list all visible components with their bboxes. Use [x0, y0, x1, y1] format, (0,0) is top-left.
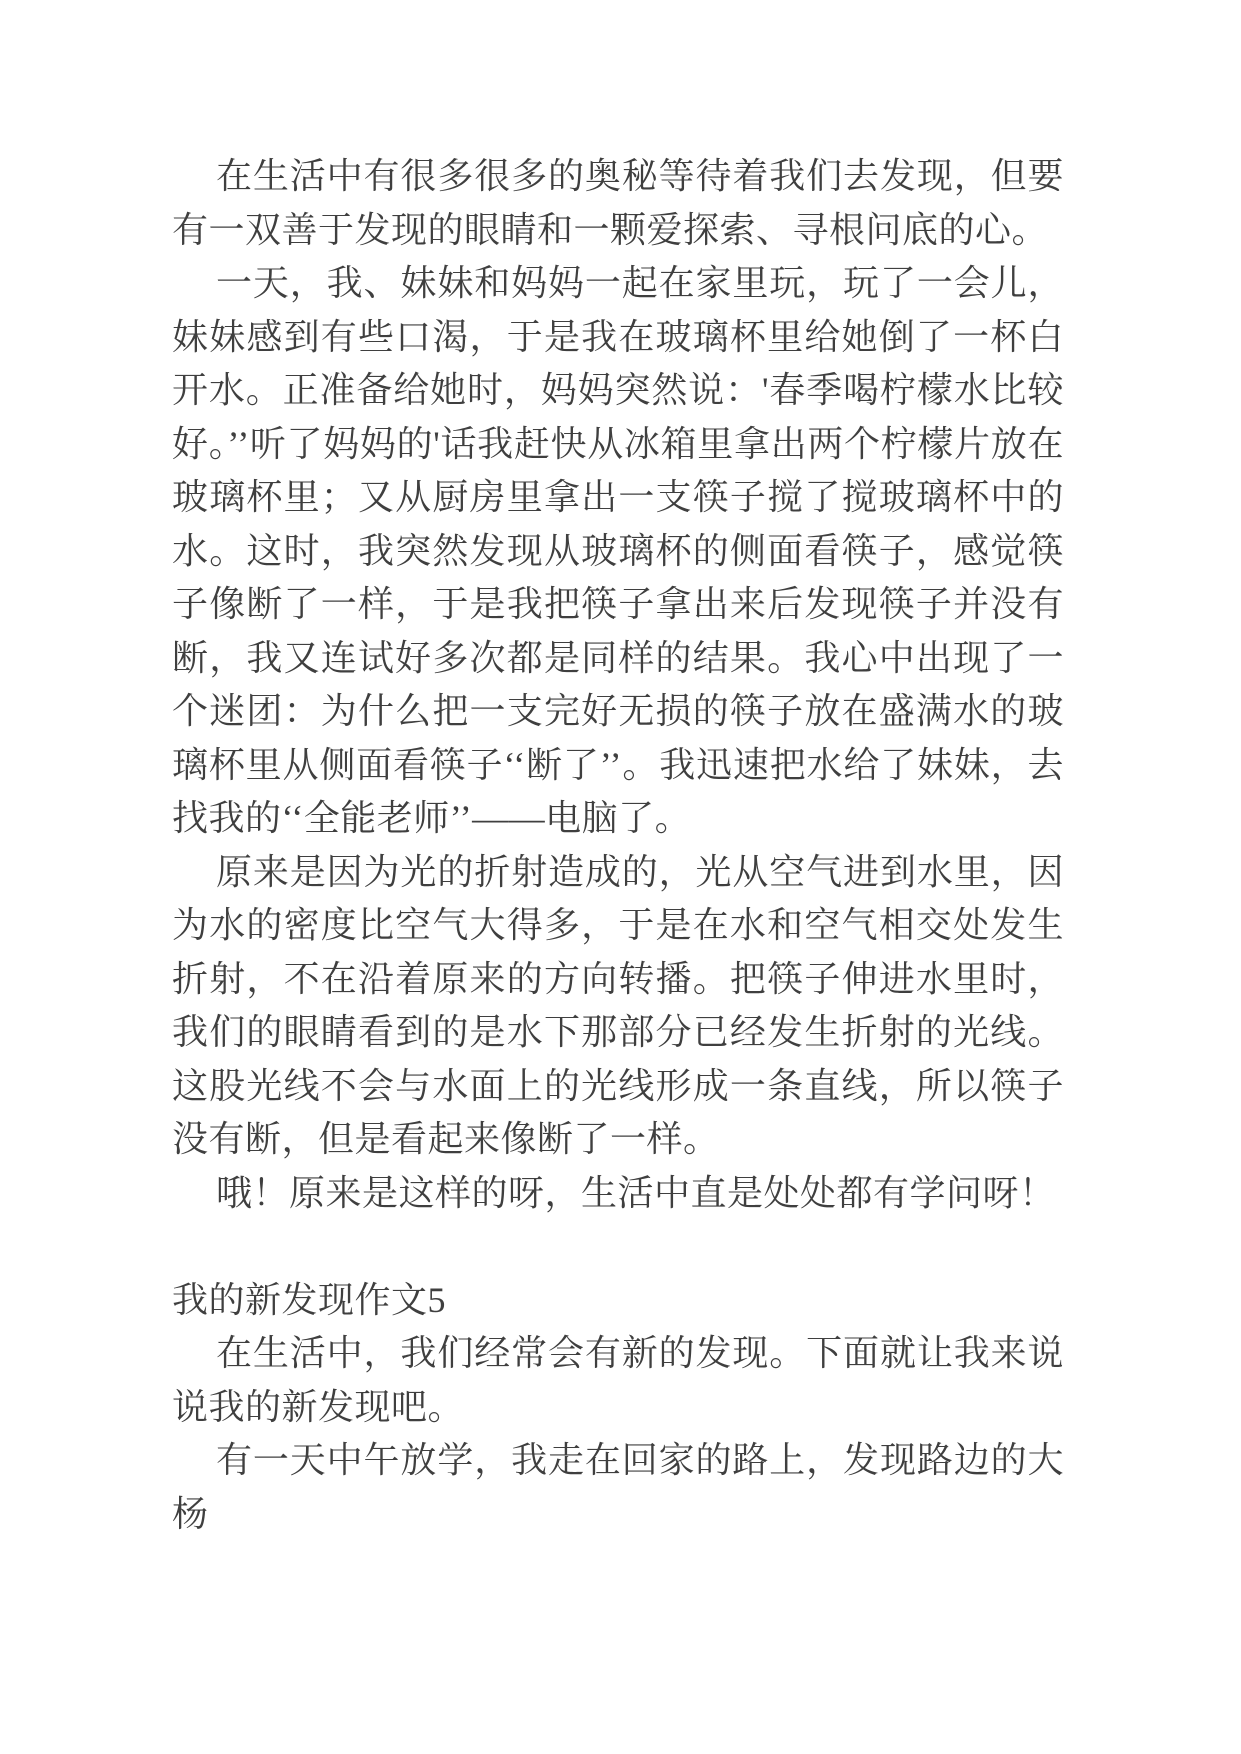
paragraph: 原来是因为光的折射造成的，光从空气进到水里，因为水的密度比空气大得多，于是在水和空气相交处发生折射，不在沿着原来的方向转播。把筷子伸进水里时，我们的眼睛看到的是水下那部分已经发生折射的光线。这股光线不会与水面上的光线形成一条直线，所以筷子没有断，但是看起来像断了一样。: [172, 851, 1064, 1159]
paragraph: 一天，我、妹妹和妈妈一起在家里玩，玩了一会儿，妹妹感到有些口渴，于是我在玻璃杯里给她倒了一杯白开水。正准备给她时，妈妈突然说：'春季喝柠檬水比较好。’’听了妈妈的'话我赶快从冰箱里拿出两个柠檬片放在玻璃杯里；又从厨房里拿出一支筷子搅了搅玻璃杯中的水。这时，我突然发现从玻璃杯的侧面看筷子，感觉筷子像断了一样，于是我把筷子拿出来后发现筷子并没有断，我又连试好多次都是同样的结果。我心中出现了一个迷团：为什么把一支完好无损的筷子放在盛满水的玻璃杯里从侧面看筷子‘‘断了’’。我迅速把水给了妹妹，去找我的‘‘全能老师’’——电脑了。: [172, 263, 1064, 838]
paragraph: 哦！原来是这样的呀，生活中直是处处都有学问呀！: [216, 1172, 1056, 1213]
paragraph: 在生活中有很多很多的奥秘等待着我们去发现，但要有一双善于发现的眼睛和一颗爱探索、寻根问底的心。: [172, 156, 1064, 250]
section-heading: 我的新发现作文5: [172, 1279, 447, 1320]
paragraph: 在生活中，我们经常会有新的发现。下面就让我来说说我的新发现吧。: [172, 1333, 1064, 1427]
paragraph: 有一天中午放学，我走在回家的路上，发现路边的大杨: [172, 1440, 1064, 1534]
document-body: [172, 150, 1064, 1541]
